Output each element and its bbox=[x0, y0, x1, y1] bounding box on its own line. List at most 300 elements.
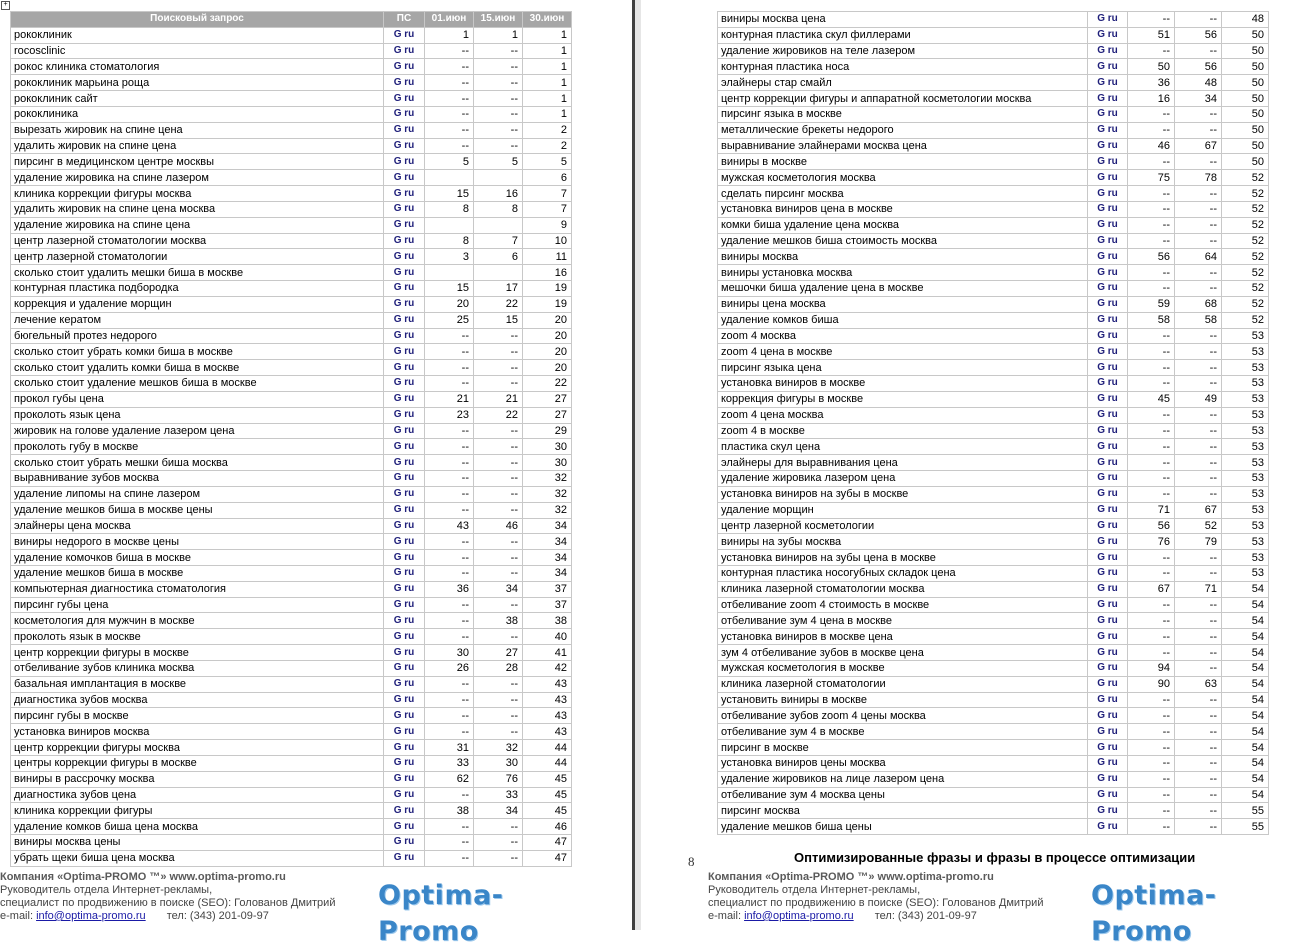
table-row bbox=[718, 439, 1269, 455]
date1-position-cell: -- bbox=[1128, 328, 1175, 344]
table-move-handle[interactable]: + bbox=[1, 1, 10, 10]
date2-position-cell: 48 bbox=[1175, 75, 1222, 91]
date2-position-cell: -- bbox=[1175, 106, 1222, 122]
query-cell: проколоть язык цена bbox=[11, 407, 384, 423]
table-row bbox=[11, 565, 572, 581]
search-engine-cell: G ru bbox=[384, 771, 425, 787]
search-engine-cell: G ru bbox=[1088, 455, 1128, 471]
date3-position-cell: 53 bbox=[1222, 565, 1269, 581]
date2-position-cell: -- bbox=[1175, 645, 1222, 661]
search-engine-cell: G ru bbox=[1088, 407, 1128, 423]
date1-position-cell: -- bbox=[1128, 629, 1175, 645]
date3-position-cell: 45 bbox=[523, 787, 572, 803]
date1-position-cell: 33 bbox=[425, 755, 474, 771]
search-engine-cell: G ru bbox=[1088, 613, 1128, 629]
date1-position-cell: 59 bbox=[1128, 296, 1175, 312]
right-footer bbox=[708, 871, 1043, 923]
search-engine-cell: G ru bbox=[384, 407, 425, 423]
date1-position-cell: -- bbox=[425, 439, 474, 455]
date1-position-cell: -- bbox=[1128, 550, 1175, 566]
search-engine-cell: G ru bbox=[384, 724, 425, 740]
table-row bbox=[11, 629, 572, 645]
date3-position-cell: 54 bbox=[1222, 724, 1269, 740]
table-row bbox=[11, 106, 572, 122]
date3-position-cell: 43 bbox=[523, 708, 572, 724]
query-cell: коррекция фигуры в москве bbox=[718, 391, 1088, 407]
date2-position-cell: 34 bbox=[474, 581, 523, 597]
search-engine-cell: G ru bbox=[1088, 391, 1128, 407]
date1-position-cell: -- bbox=[425, 360, 474, 376]
table-row bbox=[11, 296, 572, 312]
table-row bbox=[11, 138, 572, 154]
date3-position-cell: 54 bbox=[1222, 755, 1269, 771]
query-cell: виниры в москве bbox=[718, 154, 1088, 170]
search-engine-cell: G ru bbox=[1088, 376, 1128, 392]
query-cell: элайнеры цена москва bbox=[11, 518, 384, 534]
date3-position-cell: 43 bbox=[523, 724, 572, 740]
date3-position-cell: 54 bbox=[1222, 645, 1269, 661]
search-engine-cell: G ru bbox=[1088, 91, 1128, 107]
date2-position-cell: 78 bbox=[1175, 170, 1222, 186]
date2-position-cell: -- bbox=[1175, 692, 1222, 708]
date3-position-cell: 53 bbox=[1222, 439, 1269, 455]
date2-position-cell: -- bbox=[1175, 740, 1222, 756]
table-row bbox=[718, 787, 1269, 803]
date3-position-cell: 27 bbox=[523, 407, 572, 423]
date1-position-cell bbox=[425, 265, 474, 281]
date2-position-cell: -- bbox=[474, 550, 523, 566]
search-engine-cell: G ru bbox=[384, 344, 425, 360]
search-engine-cell: G ru bbox=[1088, 439, 1128, 455]
date1-position-cell: -- bbox=[425, 835, 474, 851]
query-cell: отбеливание зубов клиника москва bbox=[11, 660, 384, 676]
search-engine-cell: G ru bbox=[1088, 154, 1128, 170]
query-cell: удалить жировик на спине цена москва bbox=[11, 201, 384, 217]
table-row bbox=[11, 708, 572, 724]
date2-position-cell: -- bbox=[474, 692, 523, 708]
date3-position-cell: 54 bbox=[1222, 613, 1269, 629]
query-cell: выравнивание зубов москва bbox=[11, 471, 384, 487]
query-cell: удаление комков биша цена москва bbox=[11, 819, 384, 835]
date2-position-cell: -- bbox=[474, 75, 523, 91]
date3-position-cell: 37 bbox=[523, 581, 572, 597]
date1-position-cell: -- bbox=[425, 787, 474, 803]
query-cell: клиника лазерной стоматологии москва bbox=[718, 581, 1088, 597]
search-engine-cell: G ru bbox=[1088, 629, 1128, 645]
date3-position-cell: 40 bbox=[523, 629, 572, 645]
search-engine-cell: G ru bbox=[1088, 281, 1128, 297]
date3-position-cell: 10 bbox=[523, 233, 572, 249]
date1-position-cell: -- bbox=[425, 471, 474, 487]
query-cell: виниры на зубы москва bbox=[718, 534, 1088, 550]
date1-position-cell: -- bbox=[425, 629, 474, 645]
table-row bbox=[718, 613, 1269, 629]
right-rankings-table bbox=[717, 11, 1269, 835]
query-cell: центры коррекции фигуры в москве bbox=[11, 755, 384, 771]
table-row bbox=[718, 502, 1269, 518]
date2-position-cell: -- bbox=[474, 850, 523, 866]
search-engine-cell: G ru bbox=[384, 201, 425, 217]
footer-role: Руководитель отдела Интернет-рекламы, bbox=[0, 884, 213, 896]
table-row bbox=[718, 803, 1269, 819]
date3-position-cell: 54 bbox=[1222, 597, 1269, 613]
date1-position-cell: -- bbox=[1128, 154, 1175, 170]
table-row bbox=[718, 217, 1269, 233]
date1-position-cell: -- bbox=[1128, 613, 1175, 629]
left-page bbox=[0, 0, 632, 947]
query-cell: клиника коррекции фигуры bbox=[11, 803, 384, 819]
search-engine-cell: G ru bbox=[384, 518, 425, 534]
table-row bbox=[718, 43, 1269, 59]
search-engine-cell: G ru bbox=[1088, 328, 1128, 344]
date1-position-cell: 56 bbox=[1128, 249, 1175, 265]
table-row bbox=[718, 645, 1269, 661]
date3-position-cell: 52 bbox=[1222, 186, 1269, 202]
search-engine-cell: G ru bbox=[384, 281, 425, 297]
table-row bbox=[718, 471, 1269, 487]
date1-position-cell: -- bbox=[1128, 12, 1175, 28]
date1-position-cell: -- bbox=[1128, 755, 1175, 771]
table-row bbox=[718, 344, 1269, 360]
search-engine-cell: G ru bbox=[1088, 265, 1128, 281]
search-engine-cell: G ru bbox=[384, 312, 425, 328]
date1-position-cell: 21 bbox=[425, 391, 474, 407]
query-cell: лечение кератом bbox=[11, 312, 384, 328]
date1-position-cell: -- bbox=[1128, 106, 1175, 122]
query-cell: комки биша удаление цена москва bbox=[718, 217, 1088, 233]
date1-position-cell: -- bbox=[425, 106, 474, 122]
optima-promo-logo: Optima-Promo bbox=[1091, 878, 1292, 914]
date3-position-cell: 34 bbox=[523, 534, 572, 550]
query-cell: установка виниров цены москва bbox=[718, 755, 1088, 771]
query-cell: центр лазерной стоматологии москва bbox=[11, 233, 384, 249]
search-engine-cell: G ru bbox=[1088, 122, 1128, 138]
search-engine-cell: G ru bbox=[1088, 296, 1128, 312]
date2-position-cell: -- bbox=[1175, 565, 1222, 581]
date3-position-cell: 54 bbox=[1222, 771, 1269, 787]
table-row bbox=[11, 755, 572, 771]
search-engine-cell: G ru bbox=[384, 455, 425, 471]
query-cell: мешочки биша удаление цена в москве bbox=[718, 281, 1088, 297]
search-engine-cell: G ru bbox=[384, 502, 425, 518]
table-row bbox=[718, 486, 1269, 502]
date3-position-cell: 47 bbox=[523, 835, 572, 851]
query-cell: виниры москва цены bbox=[11, 835, 384, 851]
date3-position-cell: 38 bbox=[523, 613, 572, 629]
table-row bbox=[718, 423, 1269, 439]
query-cell: клиника лазерной стоматологии bbox=[718, 676, 1088, 692]
table-row bbox=[11, 344, 572, 360]
query-cell: контурная пластика носогубных складок цена bbox=[718, 565, 1088, 581]
query-cell: установить виниры в москве bbox=[718, 692, 1088, 708]
date1-position-cell: -- bbox=[1128, 281, 1175, 297]
date2-position-cell: 5 bbox=[474, 154, 523, 170]
date3-position-cell: 19 bbox=[523, 296, 572, 312]
table-row bbox=[11, 312, 572, 328]
date1-position-cell: -- bbox=[425, 534, 474, 550]
query-cell: центр коррекции фигуры москва bbox=[11, 740, 384, 756]
search-engine-cell: G ru bbox=[384, 550, 425, 566]
date2-position-cell bbox=[474, 265, 523, 281]
date2-position-cell: -- bbox=[474, 439, 523, 455]
date1-position-cell: -- bbox=[1128, 486, 1175, 502]
date1-position-cell: -- bbox=[1128, 471, 1175, 487]
date2-position-cell: -- bbox=[1175, 186, 1222, 202]
date1-position-cell: -- bbox=[425, 597, 474, 613]
query-cell: компьютерная диагностика стоматология bbox=[11, 581, 384, 597]
date2-position-cell: 22 bbox=[474, 296, 523, 312]
footer-specialist: специалист по продвижению в поиске (SEO): Голованов Дмитрий bbox=[0, 897, 336, 909]
search-engine-cell: G ru bbox=[384, 819, 425, 835]
date2-position-cell: -- bbox=[474, 423, 523, 439]
table-row bbox=[11, 122, 572, 138]
search-engine-cell: G ru bbox=[384, 328, 425, 344]
query-cell: проколоть губу в москве bbox=[11, 439, 384, 455]
search-engine-cell: G ru bbox=[384, 170, 425, 186]
search-engine-cell: G ru bbox=[384, 708, 425, 724]
date3-position-cell: 6 bbox=[523, 170, 572, 186]
date3-position-cell: 53 bbox=[1222, 328, 1269, 344]
optima-promo-logo: Optima-Promo bbox=[378, 878, 586, 914]
search-engine-cell: G ru bbox=[1088, 75, 1128, 91]
date1-position-cell: -- bbox=[425, 565, 474, 581]
query-cell: пирсинг москва bbox=[718, 803, 1088, 819]
date3-position-cell: 7 bbox=[523, 186, 572, 202]
date1-position-cell: -- bbox=[425, 138, 474, 154]
query-cell: центр коррекции фигуры в москве bbox=[11, 645, 384, 661]
query-cell: рококлиник bbox=[11, 27, 384, 43]
query-cell: бюгельный протез недорого bbox=[11, 328, 384, 344]
search-engine-cell: G ru bbox=[1088, 186, 1128, 202]
date2-position-cell: -- bbox=[474, 455, 523, 471]
date3-position-cell: 43 bbox=[523, 676, 572, 692]
date3-position-cell: 52 bbox=[1222, 249, 1269, 265]
table-row bbox=[718, 249, 1269, 265]
table-row bbox=[11, 486, 572, 502]
date1-position-cell: -- bbox=[425, 376, 474, 392]
table-row bbox=[11, 850, 572, 866]
date2-position-cell: -- bbox=[1175, 755, 1222, 771]
date3-position-cell: 53 bbox=[1222, 391, 1269, 407]
search-engine-cell: G ru bbox=[1088, 645, 1128, 661]
date1-position-cell: -- bbox=[425, 724, 474, 740]
date2-position-cell: -- bbox=[1175, 233, 1222, 249]
page-number: 8 bbox=[688, 854, 695, 869]
table-row bbox=[718, 75, 1269, 91]
query-cell: отбеливание zoom 4 стоимость в москве bbox=[718, 597, 1088, 613]
search-engine-cell: G ru bbox=[1088, 249, 1128, 265]
date3-position-cell: 9 bbox=[523, 217, 572, 233]
date1-position-cell: 8 bbox=[425, 233, 474, 249]
date1-position-cell: -- bbox=[1128, 771, 1175, 787]
date3-position-cell: 53 bbox=[1222, 550, 1269, 566]
header-date-3: 30.июн bbox=[523, 12, 572, 28]
table-row bbox=[718, 455, 1269, 471]
query-cell: удаление жировика на спине цена bbox=[11, 217, 384, 233]
date3-position-cell: 52 bbox=[1222, 233, 1269, 249]
table-row bbox=[11, 613, 572, 629]
query-cell: сколько стоит удаление мешков биша в москве bbox=[11, 376, 384, 392]
search-engine-cell: G ru bbox=[384, 75, 425, 91]
date3-position-cell: 53 bbox=[1222, 502, 1269, 518]
date2-position-cell: -- bbox=[1175, 771, 1222, 787]
search-engine-cell: G ru bbox=[1088, 565, 1128, 581]
date1-position-cell: -- bbox=[425, 613, 474, 629]
query-cell: рококлиник сайт bbox=[11, 91, 384, 107]
date2-position-cell: -- bbox=[474, 328, 523, 344]
table-row bbox=[11, 376, 572, 392]
table-row bbox=[718, 629, 1269, 645]
query-cell: виниры установка москва bbox=[718, 265, 1088, 281]
table-row bbox=[11, 217, 572, 233]
query-cell: удалить жировик на спине цена bbox=[11, 138, 384, 154]
query-cell: элайнеры стар смайл bbox=[718, 75, 1088, 91]
date3-position-cell: 19 bbox=[523, 281, 572, 297]
date1-position-cell: 62 bbox=[425, 771, 474, 787]
search-engine-cell: G ru bbox=[1088, 170, 1128, 186]
query-cell: пластика скул цена bbox=[718, 439, 1088, 455]
table-row bbox=[718, 755, 1269, 771]
search-engine-cell: G ru bbox=[384, 486, 425, 502]
query-cell: пирсинг губы в москве bbox=[11, 708, 384, 724]
table-row bbox=[718, 581, 1269, 597]
query-cell: удаление жировиков на теле лазером bbox=[718, 43, 1088, 59]
date1-position-cell: -- bbox=[425, 91, 474, 107]
table-row bbox=[11, 265, 572, 281]
query-cell: клиника коррекции фигуры москва bbox=[11, 186, 384, 202]
page-separator bbox=[632, 0, 641, 930]
date3-position-cell: 32 bbox=[523, 486, 572, 502]
date1-position-cell: 38 bbox=[425, 803, 474, 819]
date2-position-cell: 15 bbox=[474, 312, 523, 328]
date1-position-cell: 36 bbox=[1128, 75, 1175, 91]
date1-position-cell: -- bbox=[425, 708, 474, 724]
search-engine-cell: G ru bbox=[384, 835, 425, 851]
search-engine-cell: G ru bbox=[384, 645, 425, 661]
date1-position-cell: -- bbox=[1128, 724, 1175, 740]
footer-email-label: e-mail: bbox=[0, 910, 37, 922]
date3-position-cell: 7 bbox=[523, 201, 572, 217]
table-row bbox=[718, 312, 1269, 328]
search-engine-cell: G ru bbox=[384, 565, 425, 581]
date2-position-cell: -- bbox=[474, 534, 523, 550]
date3-position-cell: 53 bbox=[1222, 360, 1269, 376]
query-cell: прокол губы цена bbox=[11, 391, 384, 407]
date3-position-cell: 52 bbox=[1222, 201, 1269, 217]
date3-position-cell: 2 bbox=[523, 138, 572, 154]
date2-position-cell: 6 bbox=[474, 249, 523, 265]
date1-position-cell: 31 bbox=[425, 740, 474, 756]
table-row bbox=[11, 249, 572, 265]
date2-position-cell: -- bbox=[1175, 708, 1222, 724]
date2-position-cell: 21 bbox=[474, 391, 523, 407]
search-engine-cell: G ru bbox=[384, 154, 425, 170]
query-cell: мужская косметология в москве bbox=[718, 660, 1088, 676]
date3-position-cell: 32 bbox=[523, 502, 572, 518]
date1-position-cell: -- bbox=[1128, 376, 1175, 392]
date1-position-cell: 1 bbox=[425, 27, 474, 43]
date3-position-cell: 52 bbox=[1222, 170, 1269, 186]
footer-email-link[interactable]: info@optima-promo.ru bbox=[744, 910, 854, 922]
right-table-body bbox=[718, 12, 1269, 835]
search-engine-cell: G ru bbox=[384, 755, 425, 771]
date2-position-cell: -- bbox=[1175, 660, 1222, 676]
search-engine-cell: G ru bbox=[384, 91, 425, 107]
date2-position-cell: -- bbox=[474, 91, 523, 107]
date2-position-cell: 49 bbox=[1175, 391, 1222, 407]
date2-position-cell: -- bbox=[1175, 787, 1222, 803]
date2-position-cell: 76 bbox=[474, 771, 523, 787]
table-row bbox=[718, 170, 1269, 186]
date3-position-cell: 52 bbox=[1222, 217, 1269, 233]
search-engine-cell: G ru bbox=[1088, 597, 1128, 613]
query-cell: удаление морщин bbox=[718, 502, 1088, 518]
table-row bbox=[11, 787, 572, 803]
table-row bbox=[718, 565, 1269, 581]
date1-position-cell: -- bbox=[1128, 803, 1175, 819]
table-row bbox=[718, 360, 1269, 376]
search-engine-cell: G ru bbox=[1088, 344, 1128, 360]
search-engine-cell: G ru bbox=[384, 850, 425, 866]
date1-position-cell: -- bbox=[1128, 344, 1175, 360]
date1-position-cell: 8 bbox=[425, 201, 474, 217]
table-row bbox=[718, 550, 1269, 566]
date2-position-cell bbox=[474, 217, 523, 233]
table-row bbox=[718, 660, 1269, 676]
date2-position-cell: 67 bbox=[1175, 138, 1222, 154]
table-row bbox=[718, 106, 1269, 122]
table-row bbox=[11, 170, 572, 186]
search-engine-cell: G ru bbox=[1088, 423, 1128, 439]
date3-position-cell: 53 bbox=[1222, 518, 1269, 534]
search-engine-cell: G ru bbox=[1088, 787, 1128, 803]
table-row bbox=[718, 376, 1269, 392]
table-row bbox=[11, 534, 572, 550]
search-engine-cell: G ru bbox=[1088, 312, 1128, 328]
query-cell: жировик на голове удаление лазером цена bbox=[11, 423, 384, 439]
date3-position-cell: 34 bbox=[523, 565, 572, 581]
date2-position-cell: 33 bbox=[474, 787, 523, 803]
query-cell: установка виниров на зубы цена в москве bbox=[718, 550, 1088, 566]
date3-position-cell: 52 bbox=[1222, 281, 1269, 297]
footer-email-link[interactable]: info@optima-promo.ru bbox=[36, 910, 146, 922]
table-header-row bbox=[11, 12, 572, 28]
table-row bbox=[11, 676, 572, 692]
query-cell: пирсинг губы цена bbox=[11, 597, 384, 613]
date2-position-cell: 30 bbox=[474, 755, 523, 771]
search-engine-cell: G ru bbox=[1088, 534, 1128, 550]
footer-company: Компания «Optima-PROMO ™» www.optima-promo.ru bbox=[708, 871, 994, 883]
table-row bbox=[11, 740, 572, 756]
query-cell: косметология для мужчин в москве bbox=[11, 613, 384, 629]
search-engine-cell: G ru bbox=[1088, 43, 1128, 59]
table-row bbox=[11, 407, 572, 423]
date1-position-cell: 58 bbox=[1128, 312, 1175, 328]
date2-position-cell: 34 bbox=[1175, 91, 1222, 107]
date2-position-cell: -- bbox=[1175, 43, 1222, 59]
date2-position-cell: 27 bbox=[474, 645, 523, 661]
date2-position-cell: 56 bbox=[1175, 59, 1222, 75]
date2-position-cell: 68 bbox=[1175, 296, 1222, 312]
table-row bbox=[718, 186, 1269, 202]
date3-position-cell: 55 bbox=[1222, 819, 1269, 835]
date2-position-cell: -- bbox=[474, 565, 523, 581]
query-cell: zoom 4 в москве bbox=[718, 423, 1088, 439]
date1-position-cell: 25 bbox=[425, 312, 474, 328]
date1-position-cell: 36 bbox=[425, 581, 474, 597]
left-rankings-table bbox=[10, 11, 572, 867]
header-date-2: 15.июн bbox=[474, 12, 523, 28]
